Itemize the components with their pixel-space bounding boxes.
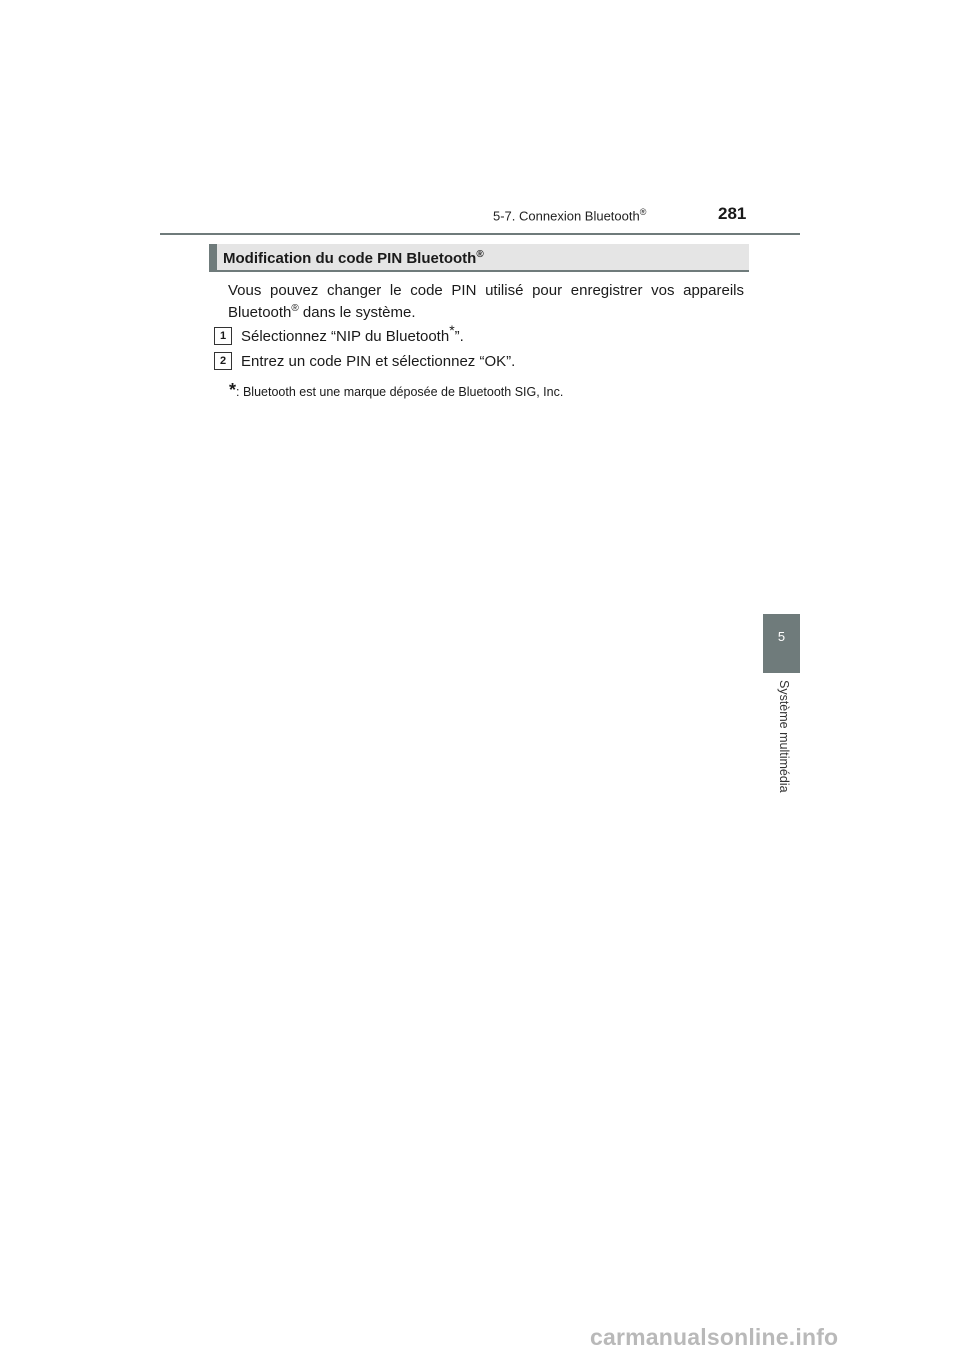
- intro-text-part1: Vous pouvez changer le code PIN utilisé pour enregistrer vos appareils Bluetooth: [228, 282, 744, 321]
- step-number-badge: 2: [214, 352, 232, 370]
- step-number-badge: 1: [214, 327, 232, 345]
- step-2: [214, 352, 515, 370]
- step-asterisk: *: [449, 321, 455, 338]
- section-title: [223, 249, 484, 267]
- chapter-label: Système multimédia: [777, 680, 791, 793]
- section-title-sup: ®: [476, 249, 484, 260]
- chapter-tab: 5: [763, 614, 800, 673]
- page-number: 281: [718, 204, 747, 223]
- watermark: carmanualsonline.info: [590, 1324, 839, 1350]
- footnote-text: : Bluetooth est une marque déposée de Bluetooth SIG, Inc.: [236, 385, 564, 399]
- step-1: [214, 321, 464, 345]
- section-title-text: Modification du code PIN Bluetooth: [223, 250, 477, 267]
- header-rule: [160, 233, 800, 235]
- step-text: [241, 321, 464, 345]
- intro-paragraph: [228, 280, 744, 324]
- step-text-main: Sélectionnez “NIP du Bluetooth: [241, 327, 450, 345]
- step-text: Entrez un code PIN et sélectionnez “OK”.: [241, 352, 516, 370]
- intro-text-part2: dans le système.: [298, 304, 416, 321]
- header-section-text: 5-7. Connexion Bluetooth: [493, 208, 640, 224]
- section-heading-bar: [209, 244, 749, 272]
- header-section-sup: ®: [639, 207, 647, 217]
- intro-sup: ®: [291, 303, 299, 314]
- footnote: [229, 380, 563, 401]
- section-heading-accent: [209, 244, 217, 272]
- step-text-end: ”.: [454, 327, 464, 345]
- footnote-asterisk: *: [229, 380, 237, 400]
- header-section-title: [493, 207, 646, 223]
